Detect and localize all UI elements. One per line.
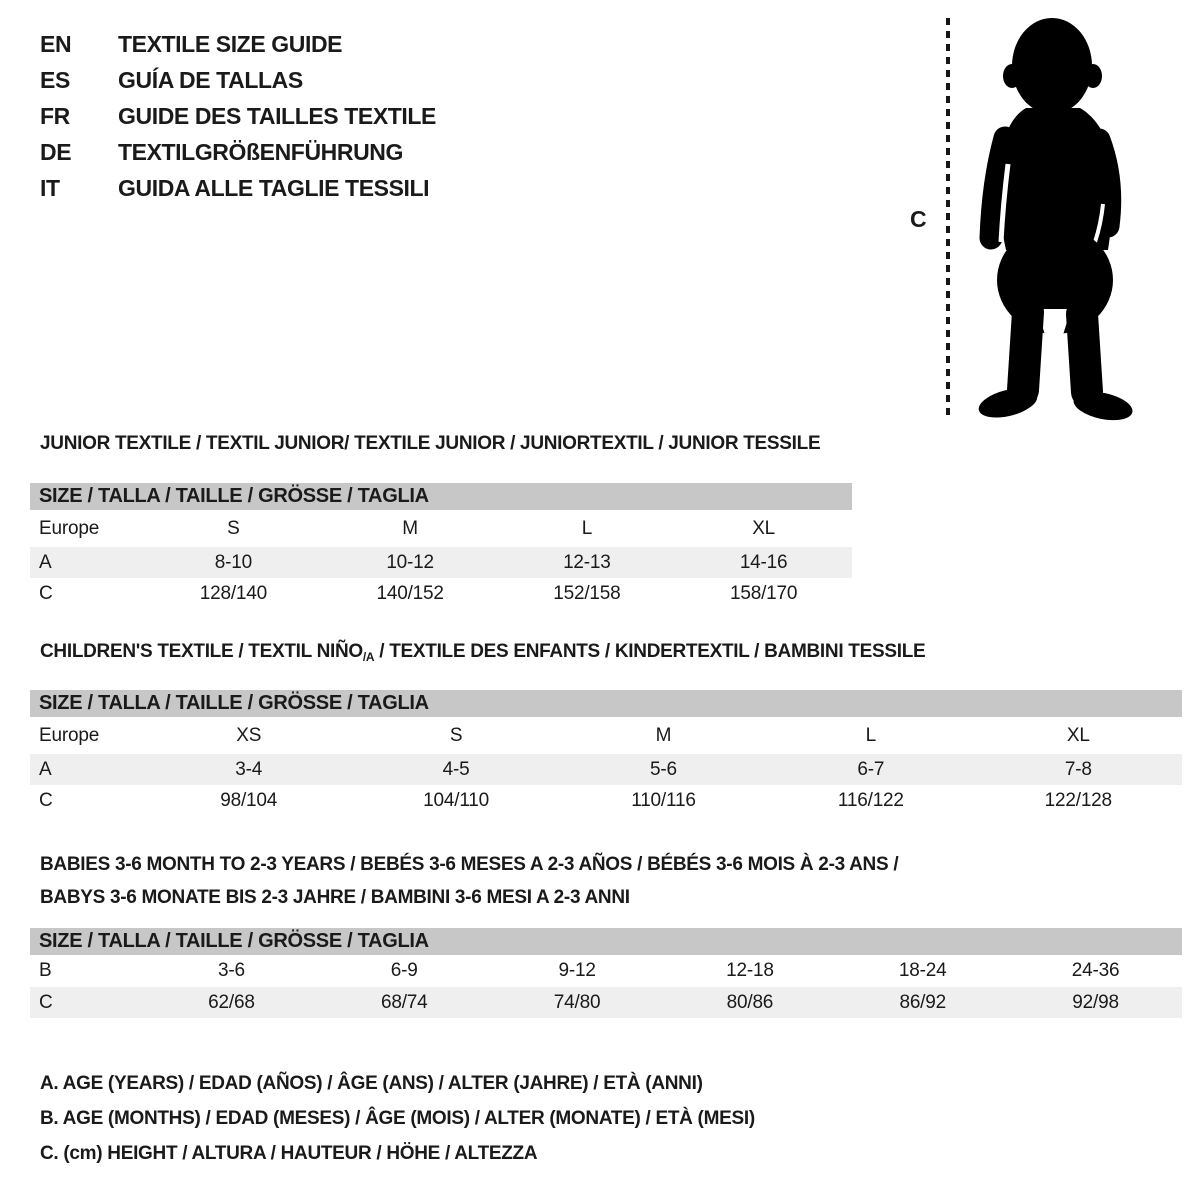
junior-header-row <box>30 510 852 547</box>
junior-col-header: Europe <box>39 517 100 539</box>
row-label: C <box>39 991 53 1013</box>
lang-title: GUÍA DE TALLAS <box>118 66 303 93</box>
lang-row-en <box>40 26 436 62</box>
table-cell: 18-24 <box>898 960 947 981</box>
junior-row-c <box>30 578 852 609</box>
language-header-block <box>40 26 436 206</box>
table-cell: 68/74 <box>380 991 428 1013</box>
children-row-c <box>30 785 1182 816</box>
row-label: B <box>39 960 52 981</box>
babies-heading-line1: BABIES 3-6 MONTH TO 2-3 YEARS / BEBÉS 3-6 MESES A 2-3 AÑOS / BÉBÉS 3-6 MOIS À 2-3 ANS / <box>40 854 899 875</box>
lang-code: EN <box>40 30 72 57</box>
babies-size-bar: SIZE / TALLA / TAILLE / GRÖSSE / TAGLIA <box>30 928 1182 955</box>
row-label: C <box>39 582 53 604</box>
children-size-bar: SIZE / TALLA / TAILLE / GRÖSSE / TAGLIA <box>30 690 1182 717</box>
table-cell: 110/116 <box>631 789 696 811</box>
table-cell: 12-13 <box>563 551 611 573</box>
table-cell: 122/128 <box>1044 789 1112 811</box>
babies-section-heading <box>40 848 898 914</box>
children-row-a <box>30 754 1182 785</box>
table-cell: 14-16 <box>739 551 788 573</box>
table-cell: 9-12 <box>558 960 596 981</box>
lang-code: ES <box>40 66 70 93</box>
lang-code: FR <box>40 102 70 129</box>
junior-col-header: S <box>227 517 240 539</box>
table-cell: 86/92 <box>899 991 946 1013</box>
table-cell: 4-5 <box>442 758 470 780</box>
lang-row-es <box>40 62 436 98</box>
height-measure-label: C <box>910 206 927 232</box>
legend-line-c: C. (cm) HEIGHT / ALTURA / HAUTEUR / HÖHE / ALTEZZA <box>40 1143 538 1164</box>
lang-code: DE <box>40 138 72 165</box>
lang-title: GUIDA ALLE TAGLIE TESSILI <box>118 174 430 201</box>
junior-row-a <box>30 547 852 578</box>
table-cell: 128/140 <box>199 582 268 604</box>
legend-line-a: A. AGE (YEARS) / EDAD (AÑOS) / ÂGE (ANS) / ALTER (JAHRE) / ETÀ (ANNI) <box>40 1073 703 1094</box>
row-label: C <box>39 789 53 811</box>
babies-size-table <box>30 928 1182 1018</box>
junior-col-header: M <box>402 517 418 539</box>
table-cell: 7-8 <box>1064 758 1092 780</box>
table-cell: 158/170 <box>729 582 798 604</box>
lang-code: IT <box>40 174 60 201</box>
children-heading-sub: /A <box>362 650 375 664</box>
height-measure-dashed-line <box>946 18 950 416</box>
junior-section-heading: JUNIOR TEXTILE / TEXTIL JUNIOR/ TEXTILE JUNIOR / JUNIORTEXTIL / JUNIOR TESSILE <box>40 433 821 454</box>
junior-col-header: L <box>581 517 593 539</box>
table-cell: 140/152 <box>376 582 444 604</box>
table-cell: 80/86 <box>726 991 774 1013</box>
lang-row-fr <box>40 98 436 134</box>
children-col-header: XL <box>1066 724 1090 746</box>
legend-line-b: B. AGE (MONTHS) / EDAD (MESES) / ÂGE (MOIS) / ALTER (MONATE) / ETÀ (MESI) <box>40 1108 755 1129</box>
children-col-header: Europe <box>39 724 100 746</box>
table-cell: 152/158 <box>553 582 621 604</box>
table-cell: 104/110 <box>423 789 490 811</box>
children-col-header: XS <box>236 724 262 746</box>
legend-block <box>40 1066 755 1171</box>
toddler-silhouette-icon <box>966 12 1142 424</box>
junior-table <box>30 510 852 609</box>
lang-row-it <box>40 170 436 206</box>
children-table <box>30 717 1182 816</box>
table-cell: 6-9 <box>390 960 418 981</box>
junior-col-header: XL <box>752 517 776 539</box>
table-cell: 98/104 <box>220 789 278 811</box>
table-cell: 3-4 <box>235 758 263 780</box>
table-cell: 116/122 <box>837 789 904 811</box>
babies-row-c <box>30 987 1182 1018</box>
lang-title: TEXTILGRÖßENFÜHRUNG <box>118 138 403 165</box>
babies-heading-line2: BABYS 3-6 MONATE BIS 2-3 JAHRE / BAMBINI 3-6 MESI A 2-3 ANNI <box>40 887 630 908</box>
table-cell: 12-18 <box>726 960 774 981</box>
children-header-row <box>30 717 1182 754</box>
table-cell: 10-12 <box>386 551 434 573</box>
table-cell: 6-7 <box>857 758 885 780</box>
children-heading-rest: / TEXTILE DES ENFANTS / KINDERTEXTIL / BAMBINI TESSILE <box>374 641 926 662</box>
table-cell: 3-6 <box>217 960 245 981</box>
table-cell: 24-36 <box>1071 960 1120 981</box>
junior-size-table <box>30 483 852 609</box>
table-cell: 5-6 <box>650 758 677 780</box>
table-cell: 92/98 <box>1072 991 1119 1013</box>
children-col-header: L <box>865 724 877 746</box>
row-label: A <box>39 551 52 573</box>
table-cell: 8-10 <box>214 551 252 573</box>
lang-title: GUIDE DES TAILLES TEXTILE <box>118 102 436 129</box>
children-size-table <box>30 690 1182 816</box>
babies-row-b <box>30 955 1182 987</box>
lang-row-de <box>40 134 436 170</box>
table-cell: 62/68 <box>208 991 255 1013</box>
children-col-header: S <box>449 724 463 746</box>
lang-title: TEXTILE SIZE GUIDE <box>118 30 343 57</box>
children-section-heading <box>40 641 925 664</box>
table-cell: 74/80 <box>553 991 601 1013</box>
children-col-header: M <box>655 724 672 746</box>
row-label: A <box>39 758 52 780</box>
junior-size-bar: SIZE / TALLA / TAILLE / GRÖSSE / TAGLIA <box>30 483 852 510</box>
children-heading-main: CHILDREN'S TEXTILE / TEXTIL NIÑO <box>40 641 363 662</box>
babies-table <box>30 955 1182 1018</box>
